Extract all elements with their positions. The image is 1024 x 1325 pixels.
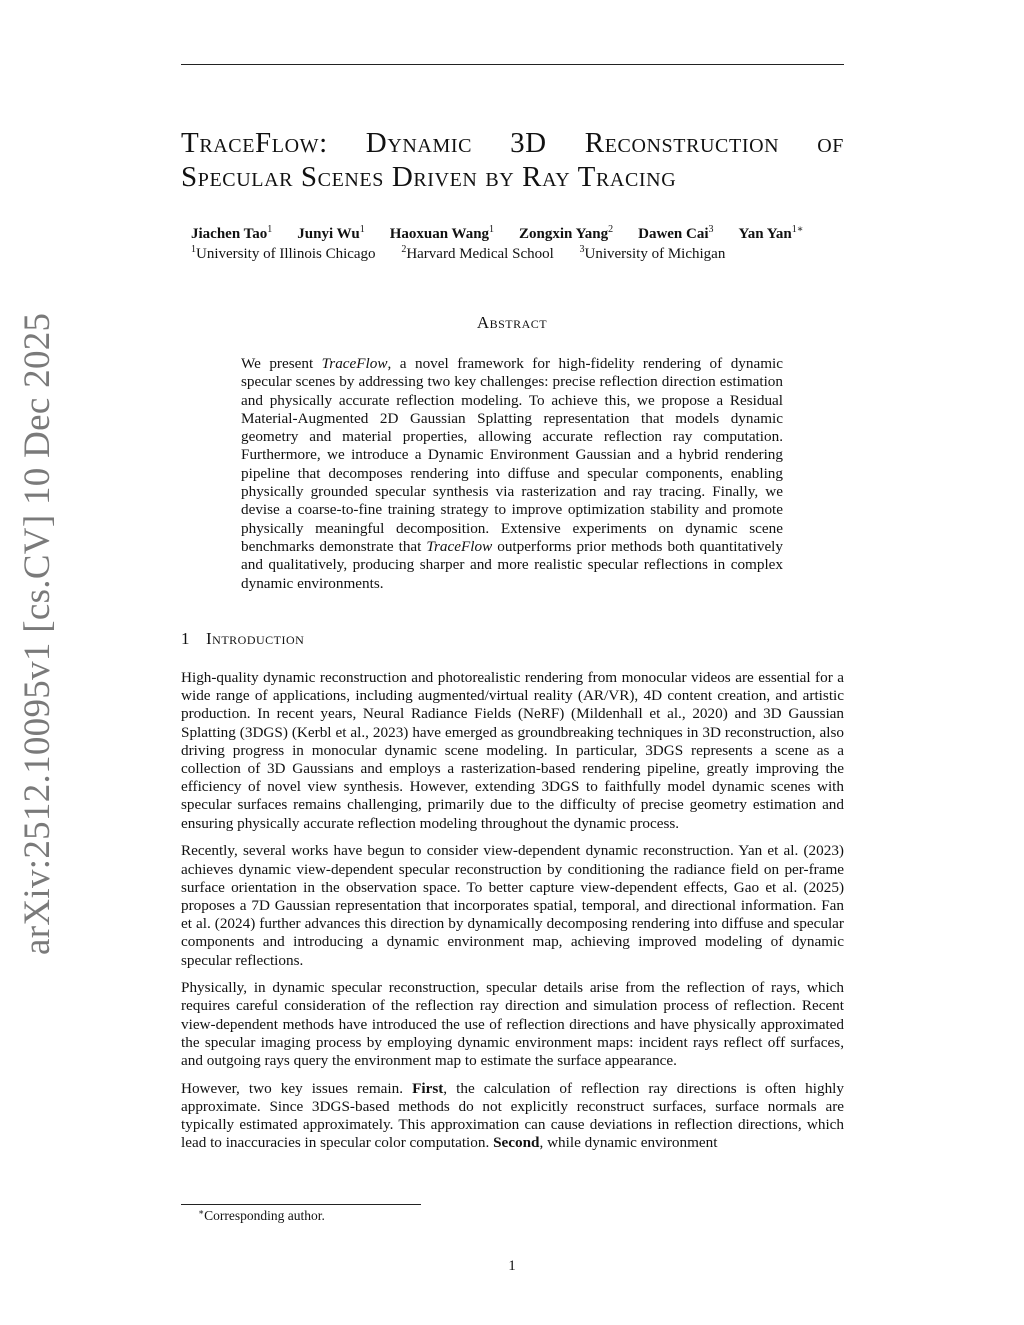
title-word: of [817,127,844,159]
page-number: 1 [508,1258,516,1274]
abstract-heading: Abstract [476,313,548,332]
arxiv-identifier: arXiv:2512.10095v1 [cs.CV] 10 Dec 2025 [17,312,58,955]
paragraph: Recently, several works have begun to consider view-dependent dynamic reconstruction. Yan et al. (2023) achieves dynamic view-dependent specular reconstruction by conditioning the radiance field on per-frame surface orientation in the observation space. To better capture view-dependent effects, Gao et al. (2025) proposes a 7D Gaussian representation that incorporates spatial, temporal, and directional information. Fan et al. (2024) further advances this direction by dynamically decomposing rendering into diffuse and specular components and introducing a dynamic environment map, achieving improved modeling of dynamic specular reflections. [181,842,844,969]
author: Zongxin Yang$^2$ [519,224,614,242]
footnote-rule [181,1204,421,1205]
paragraph: High-quality dynamic reconstruction and photorealistic rendering from monocular videos are essential for a wide range of applications, including augmented/virtual reality (AR/VR), 4D content creation, and artistic production. In recent years, Neural Radiance Fields (NeRF) (Mildenhall et al., 2020) and 3D Gaussian Splatting (3DGS) (Kerbl et al., 2023) have emerged as groundbreaking techniques in 3D reconstruction, also driving progress in monocular dynamic scene modeling. In particular, 3DGS represents a scene as a collection of 3D Gaussians and employs a rasterization-based rendering pipeline, greatly improving the efficiency of novel view synthesis. However, extending 3DGS to faithfully model dynamic scenes with specular surfaces remains challenging, primarily due to the difficulty of precise geometry estimation and ensuring physically accurate reflection modeling throughout the dynamic process. [181,669,844,832]
author: Jiachen Tao$^1$ [191,224,273,242]
author: Dawen Cai$^3$ [638,224,714,242]
section-heading-introduction: 1 Introduction [181,629,305,648]
author: Junyi Wu$^1$ [297,224,365,242]
author: Yan Yan$^{1∗}$ [738,224,804,242]
title-word: 3D [510,127,547,159]
paragraph: However, two key issues remain. First, the calculation of reflection ray directions is often highly approximate. Since 3DGS-based methods do not explicitly reconstruct surfaces, surface normals are typically estimated approximately. This approximation can cause deviations in reflection directions, which lead to inaccuracies in specular color computation. Second, while dynamic environment [181,1079,845,1152]
author: Haoxuan Wang$^1$ [389,224,495,242]
title-word: Reconstruction [584,127,780,159]
affiliation: $^1$University of Illinois Chicago [191,244,376,262]
affiliation: $^2$Harvard Medical School [401,244,554,262]
paper-title [181,126,844,194]
author-list [191,226,861,243]
paragraph: Physically, in dynamic specular reconstruction, specular details arise from the reflection of rays, which requires careful consideration of the reflection ray direction and simulation process of reflection. Recent view-dependent methods have introduced the use of reflection directions and have physically approximated the specular imaging process by employing dynamic environment maps: incident rays reflect off surfaces, and outgoing rays query the environment map to estimate the surface appearance. [181,979,844,1070]
introduction-body [181,669,844,1162]
affiliation: $^3$University of Michigan [579,244,726,262]
title-word: Dynamic [365,127,473,159]
footnote: ∗Corresponding author. [198,1207,325,1223]
affiliation-list [191,246,747,263]
title-line-2: Specular Scenes Driven by Ray Tracing [181,161,677,193]
top-rule [181,64,844,65]
abstract-text: We present TraceFlow, a novel framework for high-fidelity rendering of dynamic specular scenes by addressing two key challenges: precise reflection direction estimation and physically accurate reflection modeling. To achieve this, we propose a Residual Material-Augmented 2D Gaussian Splatting representation that models dynamic geometry and material properties, allowing accurate reflection ray computation. Furthermore, we introduce a Dynamic Environment Gaussian and a hybrid rendering pipeline that decomposes rendering into diffuse and specular components, enabling physically grounded specular synthesis via rasterization and ray tracing. Finally, we devise a coarse-to-fine training strategy to improve optimization stability and promote physically meaningful decomposition. Extensive experiments on dynamic scene benchmarks demonstrate that TraceFlow outperforms prior methods both quantitatively and qualitatively, producing sharper and more realistic specular reflections in complex dynamic environments. [241,355,783,592]
title-word: TraceFlow: [181,127,328,159]
